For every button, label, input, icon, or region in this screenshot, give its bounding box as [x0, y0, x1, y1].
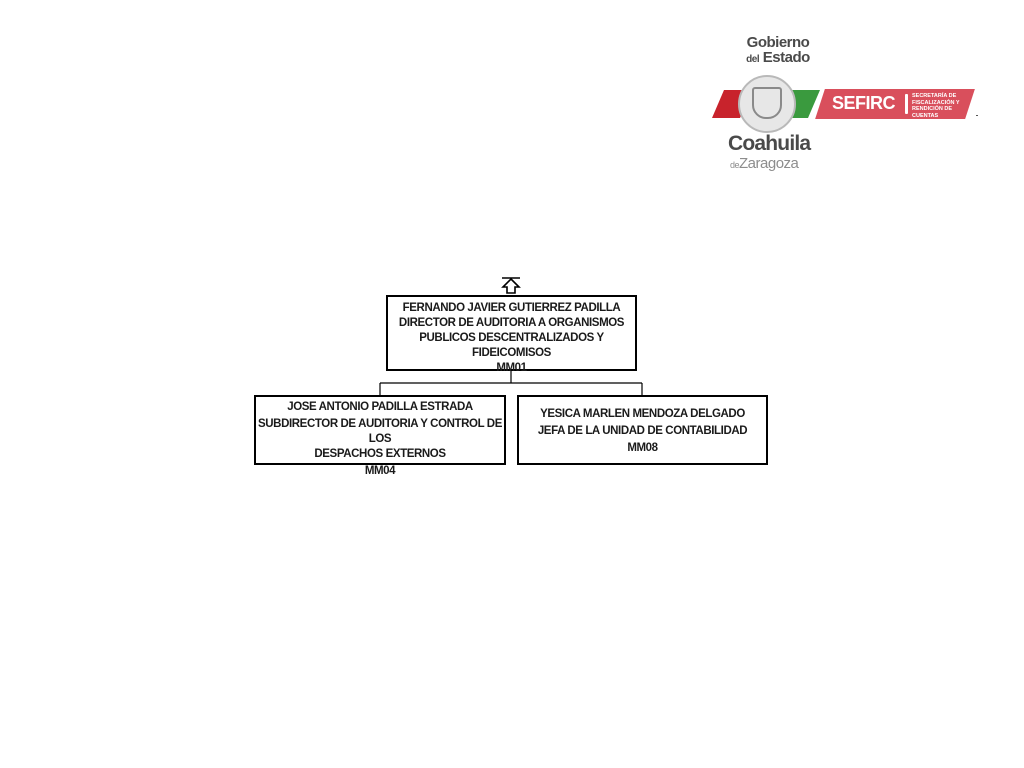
- sefirc-full-name: SECRETARÍA DE FISCALIZACIÓN Y RENDICIÓN DE CUENTAS: [912, 93, 960, 119]
- government-title-line1: Gobierno: [746, 34, 810, 51]
- node-title-line2: DESPACHOS EXTERNOS: [314, 448, 446, 460]
- org-node-director[interactable]: [386, 295, 637, 374]
- state-name: Coahuila: [728, 132, 811, 155]
- state-sub-text: Zaragoza: [739, 155, 799, 172]
- org-node-accounting-head[interactable]: [517, 395, 768, 465]
- node-code: MM01: [496, 362, 527, 374]
- government-title-small: del: [746, 54, 760, 65]
- node-title-line1: DIRECTOR DE AUDITORIA A ORGANISMOS: [398, 317, 625, 329]
- node-code: MM04: [364, 465, 396, 477]
- node-name: JOSE ANTONIO PADILLA ESTRADA: [287, 401, 473, 413]
- node-title-line2: PUBLICOS DESCENTRALIZADOS Y FIDEICOMISOS: [419, 332, 604, 359]
- node-name: YESICA MARLEN MENDOZA DELGADO: [540, 408, 745, 420]
- state-sub-small: de: [730, 160, 740, 170]
- sefirc-acronym: SEFIRC: [832, 93, 896, 113]
- node-code: MM08: [627, 442, 658, 454]
- node-title-line1: JEFA DE LA UNIDAD DE CONTABILIDAD: [537, 425, 748, 437]
- org-node-subdirector[interactable]: [254, 395, 506, 477]
- government-title-line2: Estado: [762, 49, 810, 66]
- node-name: FERNANDO JAVIER GUTIERREZ PADILLA: [402, 302, 621, 314]
- node-title-line1: SUBDIRECTOR DE AUDITORIA Y CONTROL DE LOS: [258, 418, 502, 445]
